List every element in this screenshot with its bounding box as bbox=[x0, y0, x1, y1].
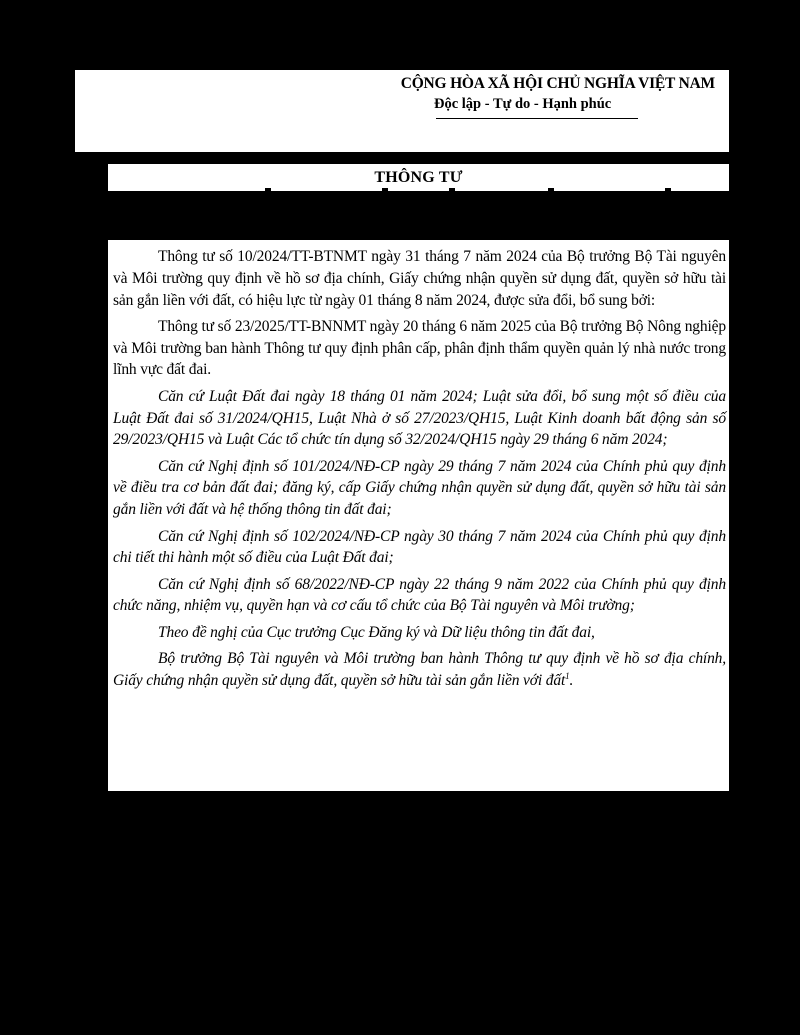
clipped-subtitle-glyph bbox=[548, 188, 554, 191]
motto-underline bbox=[436, 118, 638, 119]
amending-document-paragraph: Thông tư số 23/2025/TT-BNNMT ngày 20 tháng 6 năm 2025 của Bộ trưởng Bộ Nông nghiệp và Môi trường ban hành Thông tư quy định phân cấp, phân định thẩm quyền quản lý nhà nước trong lĩnh vực đất đai. bbox=[113, 317, 726, 379]
title-block bbox=[108, 164, 729, 191]
final-period: . bbox=[569, 671, 574, 689]
legal-basis-land-law: Căn cứ Luật Đất đai ngày 18 tháng 01 năm 2024; Luật sửa đổi, bổ sung một số điều của Luật Đất đai số 31/2024/QH15, Luật Nhà ở số 27/2023/QH15, Luật Kinh doanh bất động sản số 29/2023/QH15 và Luật Các tổ chức tín dụng số 32/2024/QH15 ngày 29 tháng 6 năm 2024; bbox=[113, 387, 726, 449]
promulgation-text: Bộ trưởng Bộ Tài nguyên và Môi trường ban hành Thông tư quy định về hồ sơ địa chính, Giấy chứng nhận quyền sử dụng đất, quyền sở hữu tài sản gắn liền với đất bbox=[113, 650, 726, 689]
document-type-title: THÔNG TƯ bbox=[374, 169, 463, 186]
legal-basis-decree-101: Căn cứ Nghị định số 101/2024/NĐ-CP ngày 29 tháng 7 năm 2024 của Chính phủ quy định về điều tra cơ bản đất đai; đăng ký, cấp Giấy chứng nhận quyền sử dụng đất, quyền sở hữu tài sản gắn liền với đất và hệ thống thông tin đất đai; bbox=[113, 457, 726, 519]
amendment-source-paragraph: Thông tư số 10/2024/TT-BTNMT ngày 31 tháng 7 năm 2024 của Bộ trưởng Bộ Tài nguyên và Môi trường quy định về hồ sơ địa chính, Giấy chứng nhận quyền sử dụng đất, quyền sở hữu tài sản gắn liền với đất, có hiệu lực từ ngày 01 tháng 8 năm 2024, được sửa đổi, bổ sung bởi: bbox=[113, 248, 726, 309]
clipped-subtitle-glyph bbox=[665, 188, 671, 191]
national-motto: Độc lập - Tự do - Hạnh phúc bbox=[434, 96, 612, 112]
national-title: CỘNG HÒA XÃ HỘI CHỦ NGHĨA VIỆT NAM bbox=[400, 75, 715, 92]
footnote-reference[interactable]: 1 bbox=[565, 670, 570, 681]
proposal-paragraph: Theo đề nghị của Cục trưởng Cục Đăng ký và Dữ liệu thông tin đất đai, bbox=[158, 623, 595, 641]
clipped-subtitle-glyph bbox=[449, 188, 455, 191]
clipped-subtitle-glyph bbox=[382, 188, 388, 191]
header-block bbox=[75, 70, 729, 152]
clipped-subtitle-glyph bbox=[265, 188, 271, 191]
legal-basis-decree-102: Căn cứ Nghị định số 102/2024/NĐ-CP ngày 30 tháng 7 năm 2024 của Chính phủ quy định chi tiết thi hành một số điều của Luật Đất đai; bbox=[113, 527, 726, 567]
document-body bbox=[108, 240, 729, 791]
promulgation-paragraph bbox=[113, 648, 726, 692]
legal-basis-decree-68: Căn cứ Nghị định số 68/2022/NĐ-CP ngày 22 tháng 9 năm 2022 của Chính phủ quy định chức năng, nhiệm vụ, quyền hạn và cơ cấu tổ chức của Bộ Tài nguyên và Môi trường; bbox=[113, 575, 726, 615]
